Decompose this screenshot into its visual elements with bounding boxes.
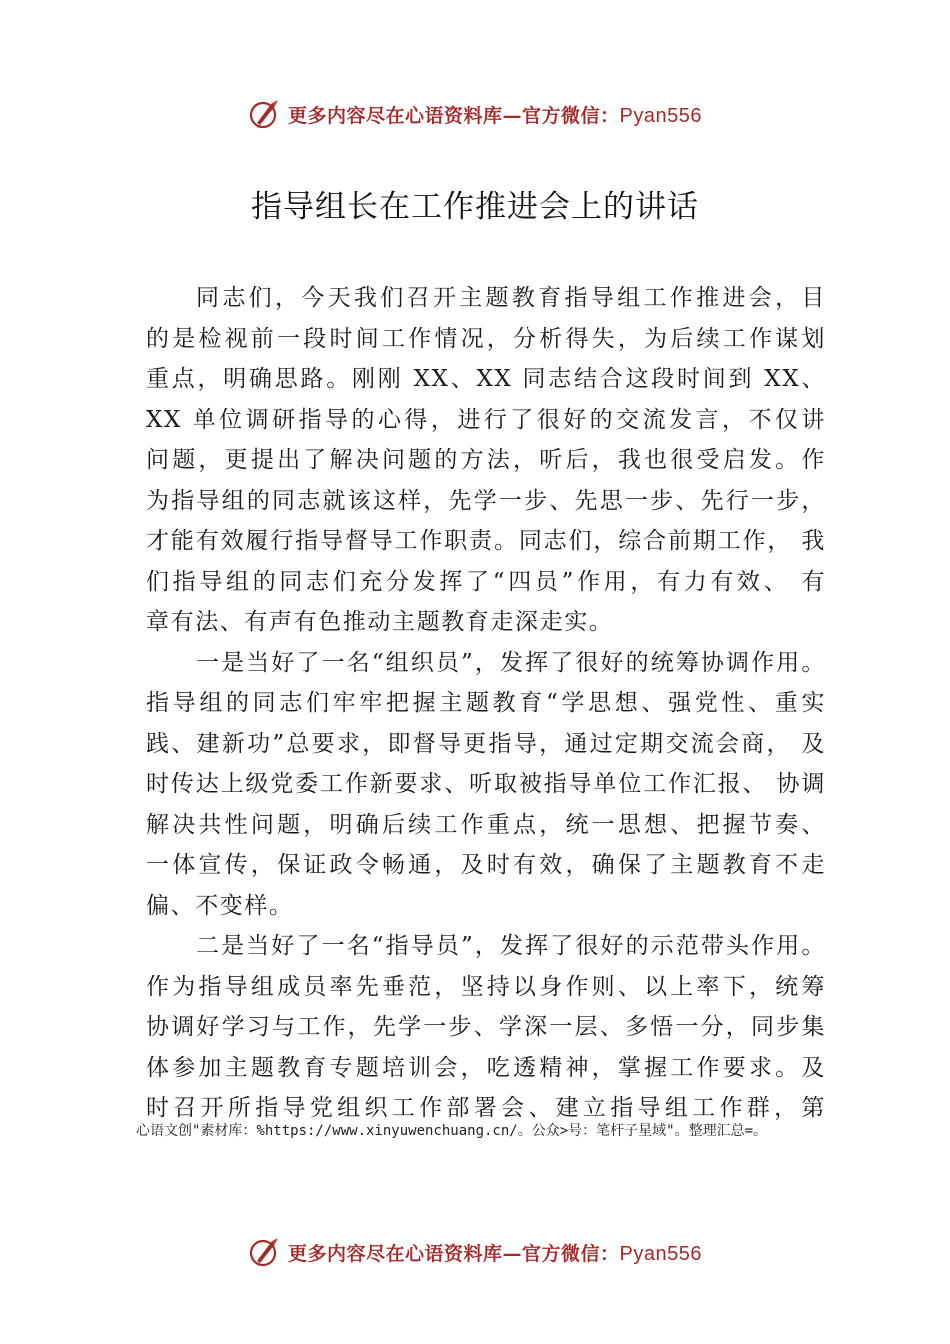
wechat-id: Pyan556 [619, 104, 702, 127]
footnote: 心语文创"素材库：%https://www.xinyuwenchuang.cn/。公众>号：笔杆子星域"。整理汇总=。 [136, 1123, 768, 1139]
body-line: 作为指导组成员率先垂范，坚持以身作则、以上率下，统筹 [146, 973, 826, 1000]
body-line: 章有法、有声有色推动主题教育走深走实。 [146, 609, 614, 635]
banner-label: 更多内容尽在心语资料库—官方微信： [288, 1242, 620, 1265]
header-banner [0, 94, 950, 134]
body-line: 一体宣传，保证政令畅通，及时有效，确保了主题教育不走 [146, 852, 826, 878]
body-line: 才能有效履行指导督导工作职责。同志们，综合前期工作， 我 [146, 528, 826, 554]
wechat-id: Pyan556 [619, 1242, 702, 1265]
banner-label: 更多内容尽在心语资料库—官方微信： [288, 104, 620, 127]
body-line: 协调好学习与工作，先学一步、学深一层、多悟一分，同步集 [146, 1014, 826, 1040]
body-line: 偏、不变样。 [146, 892, 294, 919]
body-line: 时传达上级党委工作新要求、听取被指导单位工作汇报、 协调 [146, 771, 826, 797]
body-line: 的是检视前一段时间工作情况，分析得失，为后续工作谋划 [146, 325, 826, 352]
body-line: 二是当好了一名“指导员”，发挥了很好的示范带头作用。 [196, 933, 826, 959]
quill-pen-logo-icon [248, 1235, 282, 1269]
footer-banner [0, 1232, 950, 1272]
body-line: 时召开所指导党组织工作部署会、建立指导组工作群，第 [146, 1095, 826, 1121]
body-line: 体参加主题教育专题培训会，吃透精神，掌握工作要求。及 [146, 1054, 826, 1081]
banner-text [288, 101, 702, 128]
quill-pen-logo-icon [248, 97, 282, 131]
body-line: 践、建新功”总要求，即督导更指导，通过定期交流会商， 及 [146, 730, 826, 757]
body-line: XX 单位调研指导的心得，进行了很好的交流发言，不仅讲 [146, 406, 826, 433]
body-line: 指导组的同志们牢牢把握主题教育“学思想、强党性、重实 [146, 690, 826, 716]
banner-text [288, 1239, 702, 1266]
document-body [146, 278, 826, 1129]
body-line: 问题，更提出了解决问题的方法，听后，我也很受启发。作 [146, 447, 826, 473]
body-line: 解决共性问题，明确后续工作重点，统一思想、把握节奏、 [146, 811, 826, 838]
body-line: 们指导组的同志们充分发挥了“四员”作用，有力有效、 有 [146, 568, 826, 595]
body-line: 为指导组的同志就该这样，先学一步、先思一步、先行一步， [146, 487, 826, 514]
document-title: 指导组长在工作推进会上的讲话 [251, 189, 699, 225]
body-line: 一是当好了一名“组织员”，发挥了很好的统筹协调作用。 [196, 649, 826, 676]
body-line: 同志们，今天我们召开主题教育指导组工作推进会，目 [196, 285, 826, 311]
body-line: 重点，明确思路。刚刚 XX、XX 同志结合这段时间到 XX、 [146, 366, 826, 392]
